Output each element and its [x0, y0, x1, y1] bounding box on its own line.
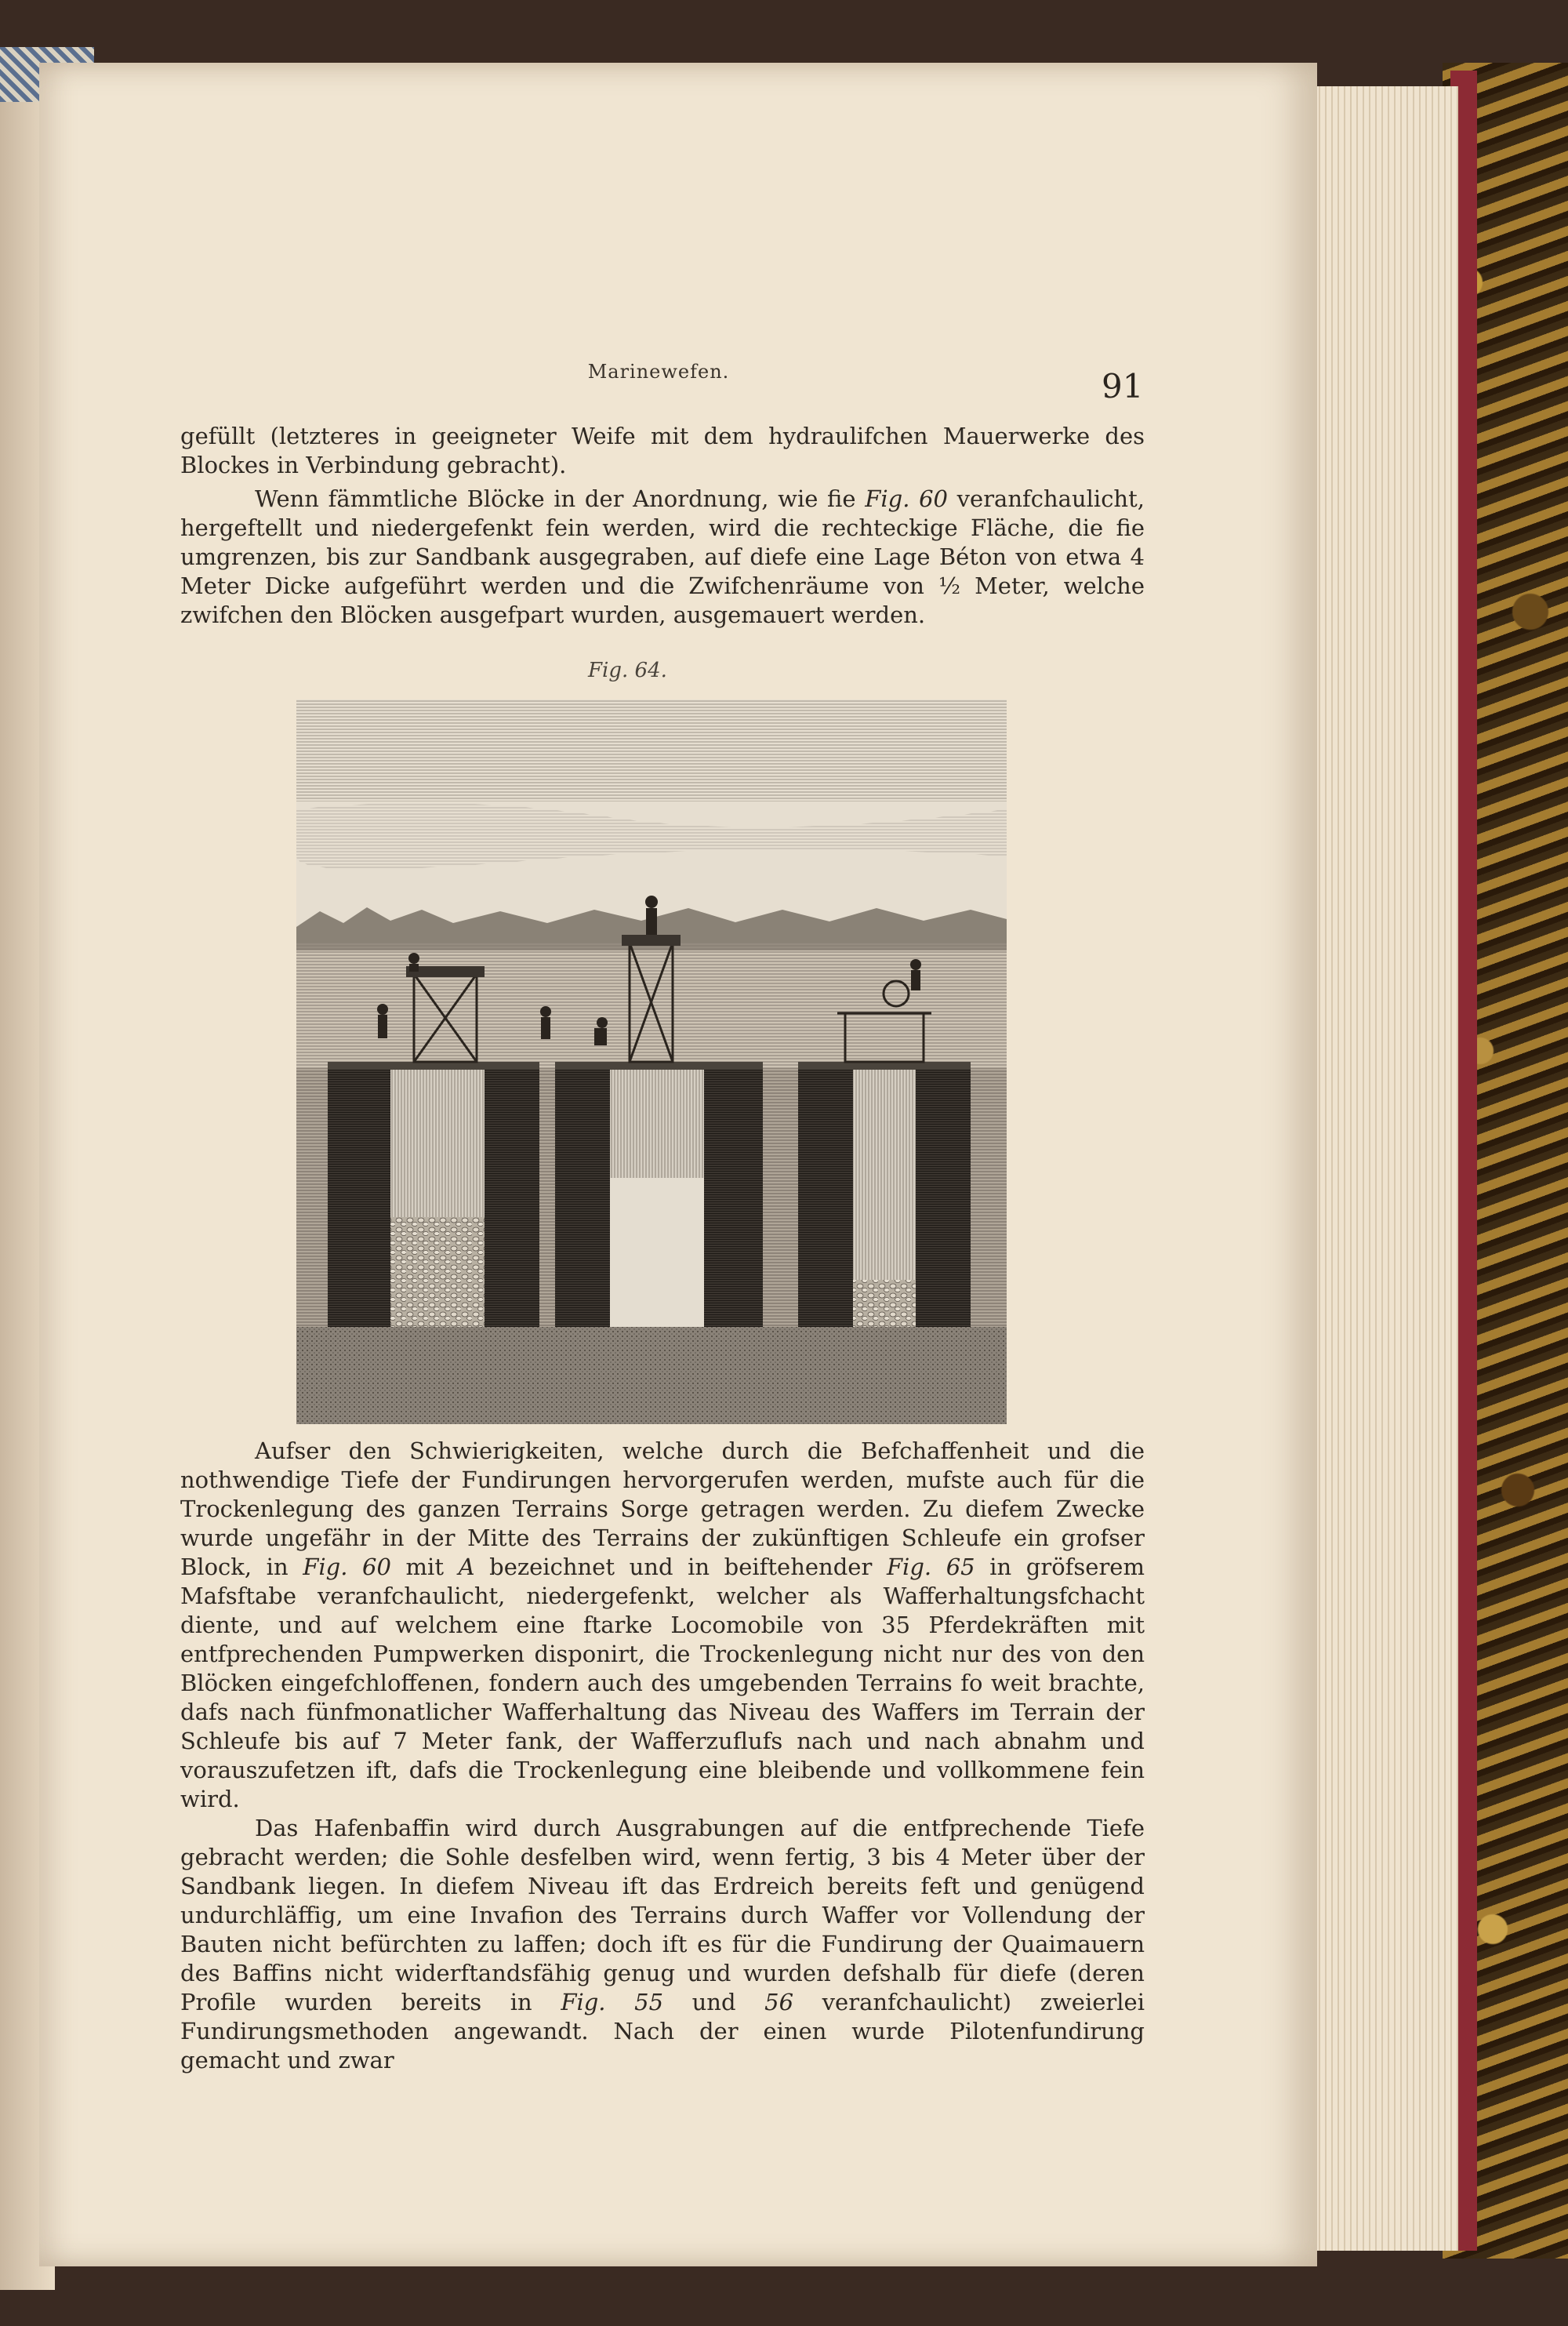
paragraph-3-text-c: bezeichnet und in beiftehender [474, 1554, 887, 1580]
figure-reference: Fig. 60 [303, 1554, 391, 1580]
engraving-illustration [296, 700, 1007, 1424]
figure-reference: Fig. 60 [865, 485, 948, 512]
paragraph-4 [180, 1814, 1145, 2075]
figure-reference: Fig. 55 [561, 1989, 664, 2015]
paragraph-4-text-b: und [663, 1989, 765, 2015]
figure-reference: 56 [764, 1989, 794, 2015]
paragraph-3-text-d: in gröfserem Mafsftabe veranfchaulicht, niedergefenkt, welcher als Wafferhaltungsfchacht diente, und auf welchem eine ftarke Locomobile von 35 Pferdekräften mit entfprechenden Pumpwerken disponirt, die Trockenlegung nicht nur des von den Blöcken eingefchloffenen, fondern auch des umgebenden Terrains fo weit brachte, dafs nach fünfmonatlicher Wafferhaltung das Niveau des Waffers im Terrain der Schleufe bis auf 7 Meter fank, der Wafferzuflufs nach und nach abnahm und vorauszufetzen ift, dafs die Trockenlegung eine bleibende und vollkommene fein wird. [180, 1554, 1145, 1812]
book-page [39, 63, 1317, 2266]
page-number: 91 [1102, 367, 1144, 405]
running-head: Marinewefen. [587, 361, 730, 383]
page-stack-edge [1301, 86, 1458, 2251]
paragraph-3-text-b: mit [390, 1554, 459, 1580]
paragraph-2-text-a: Wenn fämmtliche Blöcke in der Anordnung, wie fie [255, 485, 866, 512]
paragraph-4-text-c: veranfchaulicht) zweierlei Fundirungsmethoden angewandt. Nach der einen wurde Pilotenfundirung gemacht und zwar [180, 1989, 1145, 2073]
paragraph-4-text-a: Das Hafenbaffin wird durch Ausgrabungen auf die entfprechende Tiefe gebracht werden; die Sohle desfelben wird, wenn fertig, 3 bis 4 Meter über der Sandbank liegen. In diefem Niveau ift das Erdreich bereits feft und genügend undurchläffig, um eine Invafion des Terrains durch Waffer vor Vollendung der Bauten nicht befürchten zu laffen; doch ift es für die Fundirung der Quaimauern des Baffins nicht widerftandsfähig genug und wurden defshalb für diefe (deren Profile wurden bereits in [180, 1815, 1145, 2015]
paragraph-2-text-b: veranfchaulicht, hergeftellt und niedergefenkt fein werden, wird die rechteckige Fläche, die fie umgrenzen, bis zur Sandbank ausgegraben, auf diefe eine Lage Béton von etwa 4 Meter Dicke aufgeführt werden und die Zwifchenräume von ½ Meter, welche zwifchen den Blöcken ausgefpart wurden, ausgemauert werden. [180, 485, 1145, 628]
figure-letter-reference: A [458, 1554, 475, 1580]
paragraph-1-text: gefüllt (letzteres in geeigneter Weife mit dem hydraulifchen Mauerwerke des Blockes in Verbindung gebracht). [180, 423, 1145, 478]
figure-caption: Fig. 64. [588, 659, 667, 682]
paragraph-3 [180, 1437, 1145, 1814]
paragraph-1 [180, 422, 1145, 480]
paragraph-3-text-a: Aufser den Schwierigkeiten, welche durch die Befchaffenheit und die nothwendige Tiefe der Fundirungen hervorgerufen werden, mufste auch für die Trockenlegung des ganzen Terrains Sorge getragen werden. Zu diefem Zwecke wurde ungefähr in der Mitte des Terrains der zukünftigen Schleufe ein grofser Block, in [180, 1437, 1145, 1580]
paragraph-2 [180, 485, 1145, 630]
figure-reference: Fig. 65 [886, 1554, 975, 1580]
